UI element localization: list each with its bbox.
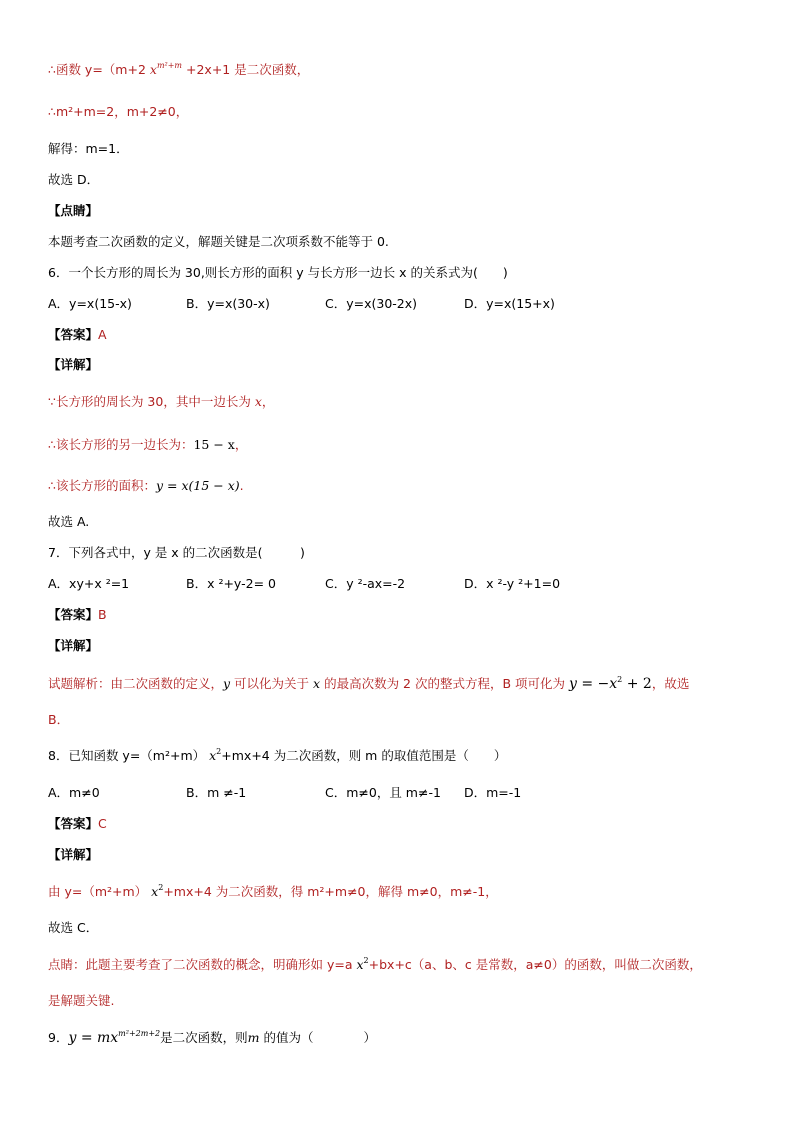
q6-answer <box>48 327 107 343</box>
q8-detail-heading: 【详解】 <box>48 847 99 862</box>
math-x: x <box>356 957 364 972</box>
q8-option-a: A．m≠0 <box>48 785 100 800</box>
math-exponent: m²+m <box>156 61 183 70</box>
q8-option-c: C．m≠0，且 m≠-1 <box>325 785 441 800</box>
q7-answer <box>48 607 107 623</box>
text: +mx+4 为二次函数，则 m 的取值范围是（ ） <box>221 748 507 763</box>
q6-step-2 <box>48 437 247 453</box>
q8-step-1 <box>48 884 498 900</box>
line-function-statement <box>48 62 309 78</box>
math-expression: y = −x <box>569 676 618 692</box>
text: 解得：m=1． <box>48 141 129 156</box>
line-note: 本题考查二次函数的定义，解题关键是二次项系数不能等于 0. <box>48 234 389 249</box>
text: 的最高次数为 2 次的整式方程，B 项可化为 <box>320 676 569 691</box>
text: 故选 A. <box>48 514 90 529</box>
answer-value: C <box>98 816 107 831</box>
q8-end <box>48 920 98 936</box>
heading-dianjing: 【点睛】 <box>48 203 99 218</box>
line-choose <box>48 172 99 188</box>
text: ，故选 <box>651 676 690 691</box>
text: +mx+4 为二次函数，得 m²+m≠0，解得 m≠0，m≠-1， <box>163 884 498 899</box>
question-7-stem: 7．下列各式中，y 是 x 的二次函数是( ) <box>48 545 305 560</box>
q6-option-a: A．y=x(15-x) <box>48 296 132 311</box>
q6-detail-heading: 【详解】 <box>48 357 99 372</box>
math-expression: y = mx <box>68 1030 119 1046</box>
math-x: x <box>209 748 217 763</box>
text: 可以化为关于 <box>230 676 314 691</box>
text: 试题解析：由二次函数的定义， <box>48 676 224 691</box>
q7-end: B． <box>48 712 70 727</box>
answer-value: B <box>98 607 107 622</box>
text: ∴该长方形的另一边长为： <box>48 437 194 452</box>
question-6-stem: 6．一个长方形的周长为 30,则长方形的面积 y 与长方形一边长 x 的关系式为( ) <box>48 265 508 280</box>
text: . <box>239 478 244 493</box>
q7-option-b: B．x ²+y-2= 0 <box>186 576 276 591</box>
q6-step-1 <box>48 394 274 410</box>
math-x: x <box>151 884 159 899</box>
text: 的值为（ ） <box>259 1030 376 1045</box>
q6-option-d: D．y=x(15+x) <box>464 296 555 311</box>
math-exponent: m²+2m+2 <box>118 1029 161 1038</box>
text: ， <box>234 437 248 452</box>
math-m: m <box>247 1030 260 1045</box>
math-exponent: 2 <box>216 747 222 756</box>
q6-option-b: B．y=x(30-x) <box>186 296 270 311</box>
text: +2x+1 是二次函数， <box>182 62 310 77</box>
question-8-stem <box>48 748 506 764</box>
q8-note-1 <box>48 957 702 973</box>
q6-end <box>48 514 89 530</box>
q7-option-a: A．xy+x ²=1 <box>48 576 130 591</box>
text: 故选 D． <box>48 172 100 187</box>
q8-answer <box>48 816 107 832</box>
math-exponent: 2 <box>617 675 623 684</box>
text: ∴函数 y=（m+2 <box>48 62 150 77</box>
q7-detail-heading: 【详解】 <box>48 638 99 653</box>
text: 故选 C． <box>48 920 99 935</box>
q6-option-c: C．y=x(30-2x) <box>325 296 418 311</box>
math-y: y <box>223 676 231 691</box>
math-exponent: 2 <box>158 883 164 892</box>
answer-label: 【答案】 <box>48 816 99 831</box>
text: 是二次函数，则 <box>160 1030 248 1045</box>
math-expression: 15 − x <box>193 437 235 452</box>
text: +bx+c（a、b、c 是常数，a≠0）的函数，叫做二次函数， <box>368 957 702 972</box>
question-9-stem <box>48 1030 376 1046</box>
text: 由 y=（m²+m） <box>48 884 152 899</box>
q6-step-3 <box>48 478 244 494</box>
question-number: 9． <box>48 1030 69 1045</box>
answer-value: A <box>98 327 107 342</box>
text: ∵长方形的周长为 30，其中一边长为 <box>48 394 255 409</box>
line-condition: ∴m²+m=2，m+2≠0， <box>48 104 189 119</box>
text: ∴该长方形的面积： <box>48 478 156 493</box>
text: 点睛：此题主要考查了二次函数的概念，明确形如 y=a <box>48 957 357 972</box>
q8-note-2: 是解题关键. <box>48 993 115 1008</box>
q8-option-b: B．m ≠-1 <box>186 785 247 800</box>
q8-option-d: D．m=-1 <box>464 785 522 800</box>
q7-option-d: D．x ²-y ²+1=0 <box>464 576 561 591</box>
text: 8．已知函数 y=（m²+m） <box>48 748 210 763</box>
math-x: x <box>313 676 321 691</box>
math-expression-tail: + 2 <box>622 676 652 692</box>
math-x: x <box>149 62 157 77</box>
math-expression: y = x(15 − x) <box>155 478 240 493</box>
answer-label: 【答案】 <box>48 327 99 342</box>
math-x: x <box>254 394 262 409</box>
answer-label: 【答案】 <box>48 607 99 622</box>
q7-option-c: C．y ²-ax=-2 <box>325 576 406 591</box>
math-exponent: 2 <box>363 956 369 965</box>
text: ， <box>261 394 275 409</box>
line-solve <box>48 141 129 157</box>
q7-step-1 <box>48 676 689 692</box>
